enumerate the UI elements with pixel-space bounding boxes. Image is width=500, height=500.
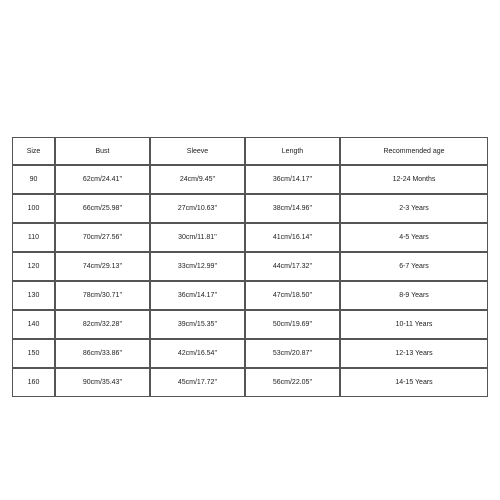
cell-recommended-age: 12-24 Months bbox=[340, 165, 488, 194]
cell-bust: 90cm/35.43'' bbox=[55, 368, 150, 397]
cell-bust: 74cm/29.13'' bbox=[55, 252, 150, 281]
cell-recommended-age: 12-13 Years bbox=[340, 339, 488, 368]
cell-bust: 82cm/32.28'' bbox=[55, 310, 150, 339]
cell-sleeve: 33cm/12.99'' bbox=[150, 252, 245, 281]
cell-size: 130 bbox=[12, 281, 55, 310]
cell-length: 53cm/20.87'' bbox=[245, 339, 340, 368]
table-row bbox=[12, 281, 488, 310]
cell-sleeve: 42cm/16.54'' bbox=[150, 339, 245, 368]
header-length: Length bbox=[245, 137, 340, 165]
cell-recommended-age: 10-11 Years bbox=[340, 310, 488, 339]
cell-sleeve: 39cm/15.35'' bbox=[150, 310, 245, 339]
header-sleeve: Sleeve bbox=[150, 137, 245, 165]
header-row bbox=[12, 137, 488, 165]
cell-length: 44cm/17.32'' bbox=[245, 252, 340, 281]
cell-length: 47cm/18.50'' bbox=[245, 281, 340, 310]
cell-recommended-age: 8-9 Years bbox=[340, 281, 488, 310]
table-row bbox=[12, 368, 488, 397]
table-row bbox=[12, 223, 488, 252]
cell-sleeve: 45cm/17.72'' bbox=[150, 368, 245, 397]
cell-size: 100 bbox=[12, 194, 55, 223]
cell-size: 150 bbox=[12, 339, 55, 368]
cell-bust: 66cm/25.98'' bbox=[55, 194, 150, 223]
table-row bbox=[12, 339, 488, 368]
cell-length: 50cm/19.69'' bbox=[245, 310, 340, 339]
table-row bbox=[12, 165, 488, 194]
cell-sleeve: 30cm/11.81'' bbox=[150, 223, 245, 252]
cell-sleeve: 27cm/10.63'' bbox=[150, 194, 245, 223]
cell-size: 90 bbox=[12, 165, 55, 194]
cell-bust: 86cm/33.86'' bbox=[55, 339, 150, 368]
table-header bbox=[12, 137, 488, 165]
cell-size: 110 bbox=[12, 223, 55, 252]
cell-length: 56cm/22.05'' bbox=[245, 368, 340, 397]
size-chart-table bbox=[12, 137, 488, 397]
header-recommended-age: Recommended age bbox=[340, 137, 488, 165]
cell-bust: 70cm/27.56'' bbox=[55, 223, 150, 252]
cell-bust: 62cm/24.41'' bbox=[55, 165, 150, 194]
cell-recommended-age: 6-7 Years bbox=[340, 252, 488, 281]
cell-sleeve: 36cm/14.17'' bbox=[150, 281, 245, 310]
cell-length: 36cm/14.17'' bbox=[245, 165, 340, 194]
table-row bbox=[12, 194, 488, 223]
cell-size: 160 bbox=[12, 368, 55, 397]
table-row bbox=[12, 252, 488, 281]
cell-size: 120 bbox=[12, 252, 55, 281]
table-row bbox=[12, 310, 488, 339]
cell-sleeve: 24cm/9.45'' bbox=[150, 165, 245, 194]
header-bust: Bust bbox=[55, 137, 150, 165]
cell-bust: 78cm/30.71'' bbox=[55, 281, 150, 310]
cell-recommended-age: 2-3 Years bbox=[340, 194, 488, 223]
cell-recommended-age: 4-5 Years bbox=[340, 223, 488, 252]
cell-length: 38cm/14.96'' bbox=[245, 194, 340, 223]
header-size: Size bbox=[12, 137, 55, 165]
cell-length: 41cm/16.14'' bbox=[245, 223, 340, 252]
cell-recommended-age: 14-15 Years bbox=[340, 368, 488, 397]
table-body bbox=[12, 165, 488, 397]
cell-size: 140 bbox=[12, 310, 55, 339]
